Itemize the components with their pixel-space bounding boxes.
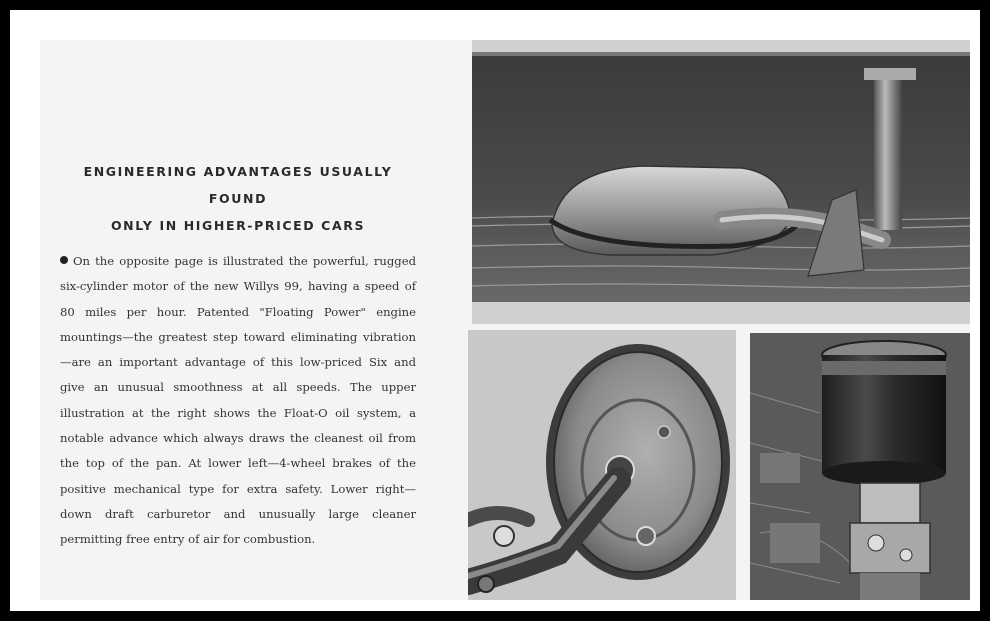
brake-assembly-photo xyxy=(468,330,736,600)
brake-assembly-illustration xyxy=(468,330,736,600)
heading-line-2: ONLY IN HIGHER-PRICED CARS xyxy=(110,218,366,233)
body-text: On the opposite page is illustrated the powerful, rugged six-cylinder motor of the new Willys 99, having a speed of 80 miles per hour. Patented "Floating Power" engine mountings—the greatest step toward eliminating vibration—are an important advantage of this low-priced Six and give an unusual smoothness at all speeds. The upper illustration at the right shows the Float-O oil system, a notable advance which always draws the cleanest oil from the top of the pan. At lower left—4-wheel brakes of the positive mechanical type for extra safety. Lower right—down draft carburetor and unusually large cleaner permitting free entry of air for combustion. xyxy=(60,254,416,547)
float-o-oil-illustration xyxy=(472,40,970,324)
text-column xyxy=(60,158,416,564)
bullet-icon xyxy=(60,256,68,264)
carburetor-photo xyxy=(750,333,970,600)
heading-line-1: ENGINEERING ADVANTAGES USUALLY FOUND xyxy=(83,164,393,206)
body-paragraph xyxy=(60,249,416,553)
float-o-oil-photo xyxy=(472,40,970,324)
white-mat xyxy=(10,10,980,611)
carburetor-illustration xyxy=(750,333,970,600)
brochure-page xyxy=(40,40,970,600)
